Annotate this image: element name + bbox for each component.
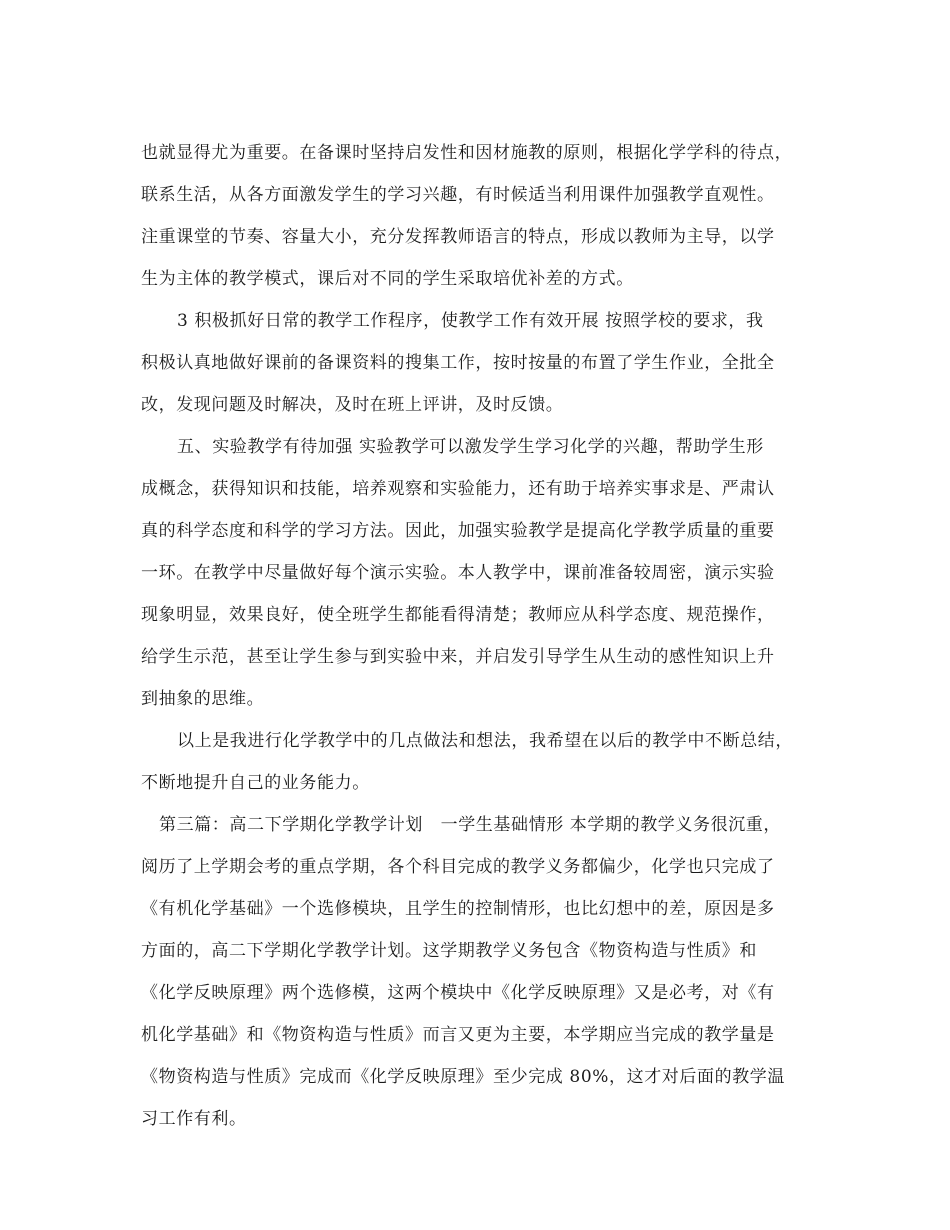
text-line: 生为主体的教学模式，课后对不同的学生采取培优补差的方式。 <box>141 269 634 289</box>
text-line: 《有机化学基础》一个选修模块，且学生的控制情形，也比幻想中的差，原因是多 <box>141 899 775 919</box>
text-line: 不断地提升自己的业务能力。 <box>141 773 370 793</box>
text-line: 阅历了上学期会考的重点学期，各个科目完成的教学义务都偏少，化学也只完成了 <box>141 857 775 877</box>
text-line: 改，发现问题及时解决，及时在班上评讲，及时反馈。 <box>141 395 564 415</box>
text-line: 《化学反映原理》两个选修模，这两个模块中《化学反映原理》又是必考，对《有 <box>141 983 775 1003</box>
text-line: 到抽象的思维。 <box>141 689 265 709</box>
text-line: 一环。在教学中尽量做好每个演示实验。本人教学中，课前准备较周密，演示实验 <box>141 563 775 583</box>
section-heading-line: 第三篇：高二下学期化学教学计划 一学生基础情形 本学期的教学义务很沉重， <box>159 815 782 835</box>
text-line: 也就显得尤为重要。在备课时坚持启发性和因材施教的原则，根据化学学科的待点， <box>141 143 793 163</box>
text-line: 习工作有利。 <box>141 1109 247 1129</box>
text-line: 机化学基础》和《物资构造与性质》而言又更为主要，本学期应当完成的教学量是 <box>141 1025 775 1045</box>
text-line: 《物资构造与性质》完成而《化学反映原理》至少完成 80%，这才对后面的教学温 <box>141 1067 785 1087</box>
paragraph-first-line: 以上是我进行化学教学中的几点做法和想法，我希望在以后的教学中不断总结， <box>177 731 793 751</box>
text-line: 给学生示范，甚至让学生参与到实验中来，并启发引导学生从生动的感性知识上升 <box>141 647 775 667</box>
text-line: 联系生活，从各方面激发学生的学习兴趣，有时候适当利用课件加强教学直观性。 <box>141 185 775 205</box>
text-line: 积极认真地做好课前的备课资料的搜集工作，按时按量的布置了学生作业，全批全 <box>141 353 775 373</box>
text-line: 成概念，获得知识和技能，培养观察和实验能力，还有助于培养实事求是、严肃认 <box>141 479 775 499</box>
text-line: 真的科学态度和科学的学习方法。因此，加强实验教学是提高化学教学质量的重要 <box>141 521 775 541</box>
text-line: 现象明显，效果良好，使全班学生都能看得清楚；教师应从科学态度、规范操作， <box>141 605 775 625</box>
paragraph-first-line: 3 积极抓好日常的教学工作程序，使教学工作有效开展 按照学校的要求，我 <box>177 311 764 331</box>
text-line: 注重课堂的节奏、容量大小，充分发挥教师语言的特点，形成以教师为主导，以学 <box>141 227 775 247</box>
paragraph-first-line: 五、实验教学有待加强 实验教学可以激发学生学习化学的兴趣，帮助学生形 <box>177 437 764 457</box>
text-line: 方面的，高二下学期化学教学计划。这学期教学义务包含《物资构造与性质》和 <box>141 941 757 961</box>
